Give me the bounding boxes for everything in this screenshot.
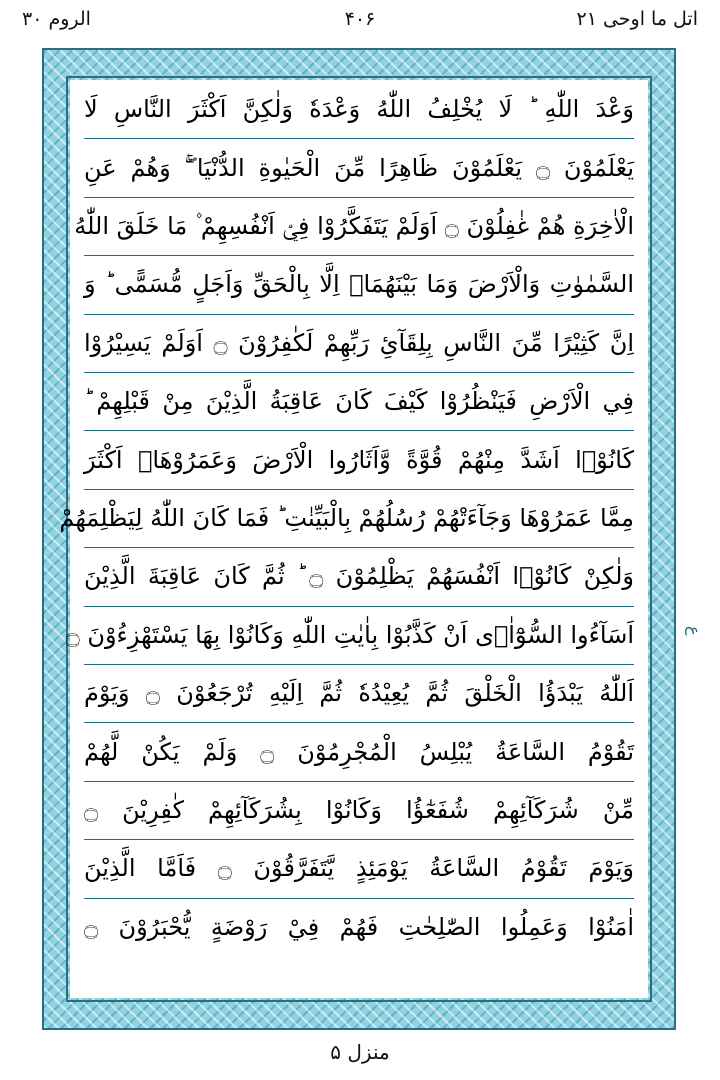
verse-line-text: اَسَآءُوا السُّوْٓاٰۤى اَنْ كَذَّبُوْا بِاٰيٰتِ اللّٰهِ وَكَانُوْا بِهَا يَسْتَهْزِءُوْنَ ۝ — [65, 620, 634, 649]
manzil-footer: منزل ۵ — [330, 1040, 390, 1064]
verse-line-text: يَعْلَمُوْنَ ۝ يَعْلَمُوْنَ ظَاهِرًا مِّنَ الْحَيٰوةِ الدُّنْيَا ۖۚ وَهُمْ عَنِ — [84, 153, 634, 182]
verse-line-text: مِّنْ شُرَكَآئِهِمْ شُفَعٰٓؤُا وَكَانُوْا بِشُرَكَآئِهِمْ كٰفِرِيْنَ ۝ — [84, 795, 634, 824]
verse-line — [84, 80, 634, 139]
verse-line-text: وَيَوْمَ تَقُوْمُ السَّاعَةُ يَوْمَئِذٍ يَّتَفَرَّقُوْنَ ۝ فَاَمَّا الَّذِيْنَ — [84, 854, 634, 883]
verse-line-text: اٰمَنُوْا وَعَمِلُوا الصّٰلِحٰتِ فَهُمْ فِيْ رَوْضَةٍ يُّحْبَرُوْنَ ۝ — [84, 912, 634, 941]
verse-line — [84, 430, 634, 489]
verse-line-text: وَلٰكِنْ كَانُوْۤا اَنْفُسَهُمْ يَظْلِمُوْنَ ۝ ؕ ثُمَّ كَانَ عَاقِبَةَ الَّذِيْنَ — [84, 562, 634, 591]
verse-line-text: السَّمٰوٰتِ وَالْاَرْضَ وَمَا بَيْنَهُمَاۤ اِلَّا بِالْحَقِّ وَاَجَلٍ مُّسَمًّى ؕ وَ — [84, 270, 634, 299]
verse-line-text: كَانُوْۤا اَشَدَّ مِنْهُمْ قُوَّةً وَّاَثَارُوا الْاَرْضَ وَعَمَرُوْهَاۤ اَكْثَرَ — [84, 445, 634, 474]
verse-line — [84, 898, 634, 956]
verse-line — [74, 197, 634, 256]
text-panel — [59, 80, 648, 998]
page-number: ۴۰۶ — [344, 8, 376, 30]
verse-line — [59, 489, 634, 548]
verse-line — [65, 606, 634, 665]
verse-line — [84, 138, 634, 197]
verse-line-text: وَعْدَ اللّٰهِ ؕ لَا يُخْلِفُ اللّٰهُ وَعْدَهٗ وَلٰكِنَّ اَكْثَرَ النَّاسِ لَا — [84, 95, 634, 124]
verse-line-text: فِي الْاَرْضِ فَيَنْظُرُوْا كَيْفَ كَانَ عَاقِبَةُ الَّذِيْنَ مِنْ قَبْلِهِمْ ؕ — [84, 387, 634, 416]
verse-line-text: اَللّٰهُ يَبْدَؤُا الْخَلْقَ ثُمَّ يُعِيْدُهٗ ثُمَّ اِلَيْهِ تُرْجَعُوْنَ ۝ وَيَوْمَ — [84, 679, 634, 708]
verse-line-text: تَقُوْمُ السَّاعَةُ يُبْلِسُ الْمُجْرِمُوْنَ ۝ وَلَمْ يَكُنْ لَّهُمْ — [84, 737, 635, 766]
verse-line — [84, 781, 634, 840]
verse-line — [84, 255, 634, 314]
decorative-border-frame — [42, 48, 676, 1030]
verse-line — [84, 722, 634, 781]
verse-line — [84, 314, 634, 373]
ruku-margin-mark: ع — [685, 626, 704, 636]
verse-line-text: الْاٰخِرَةِ هُمْ غٰفِلُوْنَ ۝ اَوَلَمْ يَتَفَكَّرُوْا فِيْۤ اَنْفُسِهِمْ ۫ مَا خَلَقَ اللّٰهُ — [74, 211, 634, 240]
header-juz-name: اتل ما اوحی ۲۱ — [576, 8, 698, 30]
verse-line — [84, 839, 634, 898]
verse-line — [84, 547, 634, 606]
verse-line-text: مِمَّا عَمَرُوْهَا وَجَآءَتْهُمْ رُسُلُهُمْ بِالْبَيِّنٰتِ ؕ فَمَا كَانَ اللّٰهُ لِيَظْلِمَهُمْ — [59, 503, 634, 532]
verse-line — [84, 664, 634, 723]
verse-line-text: اِنَّ كَثِيْرًا مِّنَ النَّاسِ بِلِقَآئِ رَبِّهِمْ لَكٰفِرُوْنَ ۝ اَوَلَمْ يَسِيْرُوْا — [84, 328, 634, 357]
header-surah-name: الروم ۳۰ — [22, 8, 91, 30]
verse-line — [84, 372, 634, 431]
